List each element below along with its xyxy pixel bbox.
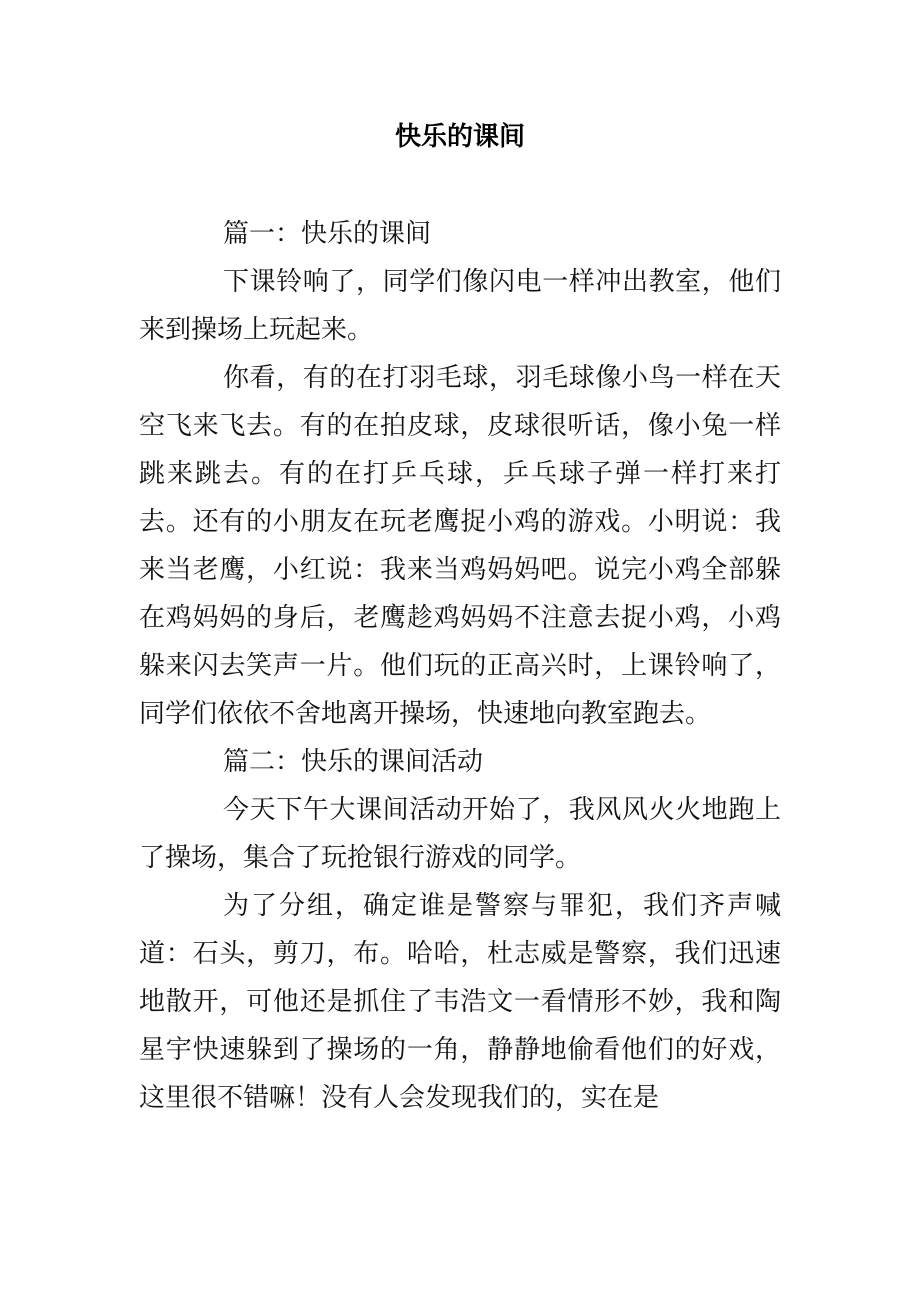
- paragraph: 下课铃响了，同学们像闪电一样冲出教室，他们来到操场上玩起来。: [139, 267, 781, 345]
- section-heading: 篇一：快乐的课间: [223, 219, 432, 249]
- document-body: [139, 210, 781, 1122]
- section-heading: 篇二：快乐的课间活动: [223, 747, 484, 777]
- paragraph: 你看，有的在打羽毛球，羽毛球像小鸟一样在天空飞来飞去。有的在拍皮球，皮球很听话，像小兔一样跳来跳去。有的在打乒乓球，乒乓球子弹一样打来打去。还有的小朋友在玩老鹰捉小鸡的游戏。小明说：我来当老鹰，小红说：我来当鸡妈妈吧。说完小鸡全部躲在鸡妈妈的身后，老鹰趁鸡妈妈不注意去捉小鸡，小鸡躲来闪去笑声一片。他们玩的正高兴时，上课铃响了，同学们依依不舍地离开操场，快速地向教室跑去。: [139, 363, 781, 729]
- paragraph: 今天下午大课间活动开始了，我风风火火地跑上了操场，集合了玩抢银行游戏的同学。: [139, 795, 781, 873]
- document-title: 快乐的课间: [394, 122, 525, 152]
- paragraph: 为了分组，确定谁是警察与罪犯，我们齐声喊道：石头，剪刀，布。哈哈，杜志威是警察，我们迅速地散开，可他还是抓住了韦浩文一看情形不妙，我和陶星宇快速躲到了操场的一角，静静地偷看他们的好戏，这里很不错嘛！没有人会发现我们的，实在是: [139, 891, 781, 1113]
